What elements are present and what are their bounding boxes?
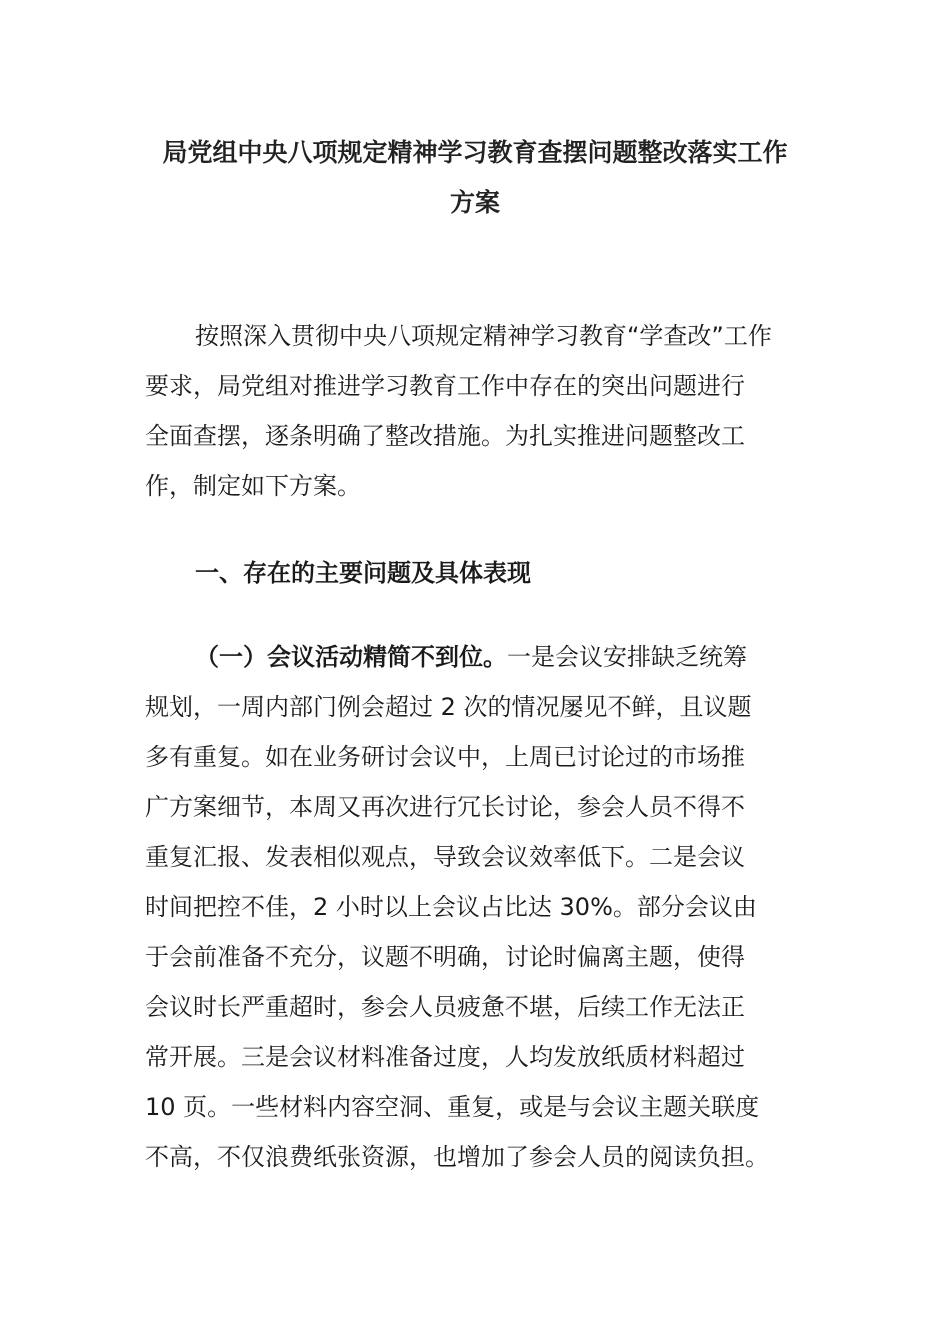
subsection-paragraph [145, 632, 810, 1182]
title-line-2: 方案 [449, 188, 500, 217]
subsection-line-5: 重复汇报、发表相似观点，导致会议效率低下。二是会议 [145, 843, 745, 871]
subsection-first-line-rest: 一是会议安排缺乏统筹 [507, 643, 747, 671]
subsection-line-6: 时间把控不佳，2 小时以上会议占比达 30%。部分会议由 [145, 893, 757, 921]
subsection-line-7: 于会前准备不充分，议题不明确，讨论时偏离主题，使得 [145, 943, 745, 971]
subsection-first-line [145, 632, 810, 682]
intro-paragraph [145, 311, 810, 511]
intro-line-2: 要求，局党组对推进学习教育工作中存在的突出问题进行 [145, 372, 745, 400]
subsection-line-3: 多有重复。如在业务研讨会议中，上周已讨论过的市场推 [145, 743, 745, 771]
document-title [140, 128, 810, 228]
intro-line-3: 全面查摆，逐条明确了整改措施。为扎实推进问题整改工 [145, 422, 745, 450]
subsection-line-2: 规划，一周内部门例会超过 2 次的情况屡见不鲜，且议题 [145, 693, 752, 721]
subsection-heading: （一）会议活动精简不到位。 [195, 643, 507, 671]
subsection-line-9: 常开展。三是会议材料准备过度，人均发放纸质材料超过 [145, 1043, 745, 1071]
title-line-1: 局党组中央八项规定精神学习教育查摆问题整改落实工作 [162, 138, 788, 167]
subsection-line-11: 不高，不仅浪费纸张资源，也增加了参会人员的阅读负担。 [145, 1143, 769, 1171]
subsection-line-4: 广方案细节，本周又再次进行冗长讨论，参会人员不得不 [145, 793, 745, 821]
subsection-line-10: 10 页。一些材料内容空洞、重复，或是与会议主题关联度 [145, 1093, 760, 1121]
section-heading: 一、存在的主要问题及具体表现 [195, 559, 531, 587]
intro-line-4: 作，制定如下方案。 [145, 472, 361, 500]
subsection-line-8: 会议时长严重超时，参会人员疲惫不堪，后续工作无法正 [145, 993, 745, 1021]
intro-line-1: 按照深入贯彻中央八项规定精神学习教育“学查改”工作 [195, 322, 772, 350]
